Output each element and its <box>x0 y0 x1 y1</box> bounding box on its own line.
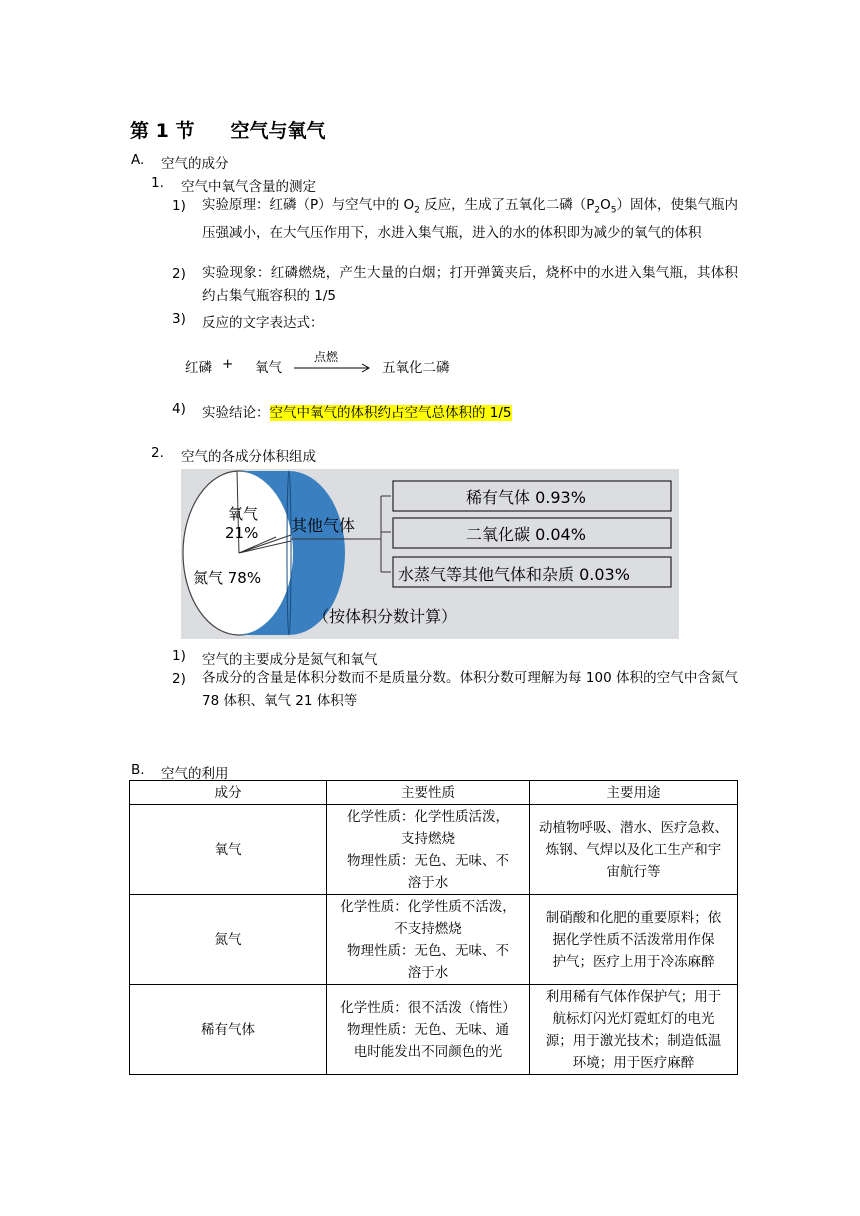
section-b-heading: 空气的利用 <box>161 766 229 782</box>
plus-sign: + <box>222 356 234 372</box>
item2-sub2-text: 各成分的含量是体积分数而不是质量分数。体积分数可理解为每 100 体积的空气中含氮气 78 体积、氧气 21 体积等 <box>202 670 738 709</box>
table-row <box>130 805 738 895</box>
cell-name: 氮气 <box>130 895 327 985</box>
item2-sub1-marker: 1) <box>172 648 186 664</box>
cell-name: 稀有气体 <box>130 985 327 1075</box>
header-properties: 主要性质 <box>327 781 530 805</box>
table-row <box>130 895 738 985</box>
air-composition-figure <box>181 469 679 639</box>
cell-uses: 动植物呼吸、潜水、医疗急救、 炼钢、气焊以及化工生产和宇 宙航行等 <box>530 805 738 895</box>
section-a-heading: 空气的成分 <box>161 156 229 172</box>
cell-uses: 制硝酸和化肥的重要原料；依 据化学性质不活泼常用作保 护气；医疗上用于冷冻麻醉 <box>530 895 738 985</box>
cell-props: 化学性质：化学性质活泼， 支持燃烧 物理性质：无色、无味、不 溶于水 <box>327 805 530 895</box>
sub3-marker: 3) <box>172 311 186 327</box>
item1-marker: 1. <box>151 175 164 191</box>
sub4-marker: 4) <box>172 401 186 417</box>
conclusion-label: 实验结论： <box>202 405 270 421</box>
air-uses-table <box>129 780 738 1075</box>
item1-heading: 空气中氧气含量的测定 <box>181 179 316 195</box>
table-row <box>130 985 738 1075</box>
reactant-oxygen: 氧气 <box>255 360 282 376</box>
reaction-arrow <box>294 362 372 374</box>
fig-box-co2: 二氧化碳 0.04% <box>466 525 586 544</box>
item2-sub2-marker: 2) <box>172 671 186 687</box>
item2-sub1-text: 空气的主要成分是氮气和氧气 <box>202 652 378 668</box>
section-name: 空气与氧气 <box>230 120 326 142</box>
conclusion-text <box>202 401 512 421</box>
sub1-marker: 1) <box>172 198 186 214</box>
section-number: 第 1 节 <box>130 120 195 142</box>
reaction-condition: 点燃 <box>314 350 339 364</box>
cell-props: 化学性质：化学性质不活泼， 不支持燃烧 物理性质：无色、无味、不 溶于水 <box>327 895 530 985</box>
reactant-phosphorus: 红磷 <box>185 360 212 376</box>
cell-props: 化学性质：很不活泼（惰性） 物理性质：无色、无味、通 电时能发出不同颜色的光 <box>327 985 530 1075</box>
fig-others-label: 其他气体 <box>291 516 356 535</box>
product: 五氧化二磷 <box>382 360 450 376</box>
page-title <box>130 116 325 143</box>
fig-nitrogen-label: 氮气 78% <box>193 569 262 587</box>
sub2-marker: 2) <box>172 266 186 282</box>
table-header-row <box>130 781 738 805</box>
fig-box-rare-gas: 稀有气体 0.93% <box>466 488 586 507</box>
principle-text: 实验原理：红磷（P）与空气中的 $O_2$ 反应，生成了五氧化二磷$(P_2O_5)$固体，使集气瓶内压强减小，在大气压作用下，水进入集气瓶，进入的水的体积即为减少的氧气的体积 <box>202 197 739 242</box>
header-uses: 主要用途 <box>530 781 738 805</box>
cell-uses: 利用稀有气体作保护气；用于 航标灯闪光灯霓虹灯的电光 源；用于激光技术；制造低温 环境；用于医疗麻醉 <box>530 985 738 1075</box>
item2-heading: 空气的各成分体积组成 <box>181 449 316 465</box>
fig-oxygen-pct: 21% <box>225 524 259 542</box>
fig-box-vapor: 水蒸气等其他气体和杂质 0.03% <box>398 565 630 584</box>
section-b-marker: B. <box>131 762 145 778</box>
phenomenon-text: 实验现象：红磷燃烧，产生大量的白烟；打开弹簧夹后，烧杯中的水进入集气瓶，其体积约占集气瓶容积的 1/5 <box>202 265 738 304</box>
cell-name: 氧气 <box>130 805 327 895</box>
equation-label: 反应的文字表达式： <box>202 315 324 331</box>
item2-marker: 2. <box>151 445 164 461</box>
fig-oxygen-label: 氧气 <box>228 505 259 523</box>
header-component: 成分 <box>130 781 327 805</box>
conclusion-highlight: 空气中氧气的体积约占空气总体积的 1/5 <box>269 405 512 421</box>
fig-caption: （按体积分数计算） <box>313 607 458 626</box>
section-a-marker: A. <box>131 152 145 168</box>
